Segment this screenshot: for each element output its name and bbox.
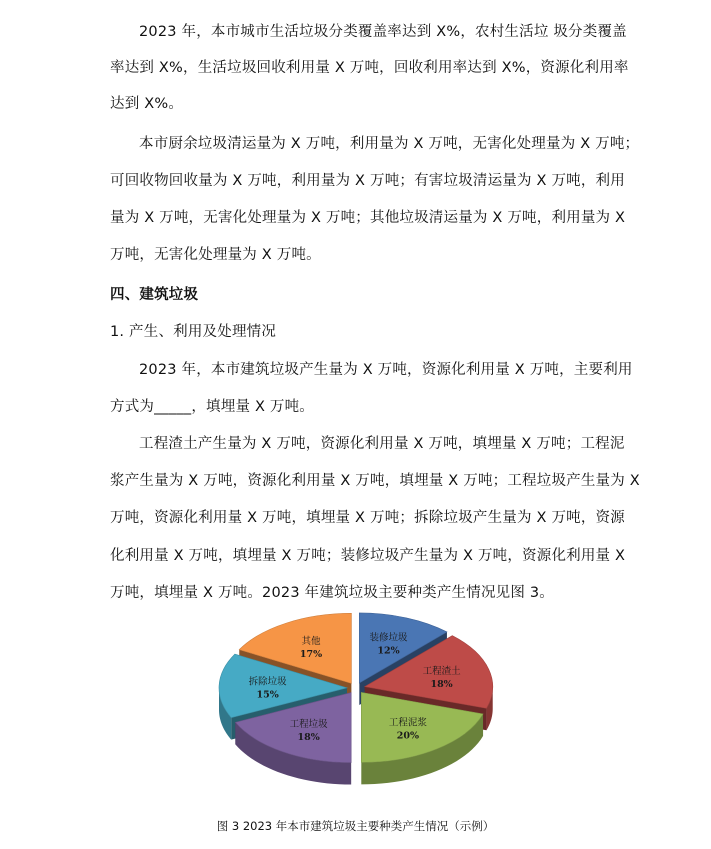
pie-value-其他: 17% [299,648,323,660]
paragraph-2-line-4: 万吨，无害化处理量为 X 万吨。 [110,247,321,263]
paragraph-1-line-2: 率达到 X%，生活垃圾回收利用量 X 万吨，回收利用率达到 X%，资源化利用率 [110,60,629,76]
pie-value-工程泥浆: 20% [396,730,420,742]
paragraph-4-line-4: 化利用量 X 万吨，填埋量 X 万吨；装修垃圾产生量为 X 万吨，资源化利用量 X [110,548,626,564]
paragraph-4-line-2: 浆产生量为 X 万吨，资源化利用量 X 万吨，填埋量 X 万吨；工程垃圾产生量为 X [110,473,640,489]
pie-value-装修垃圾: 12% [377,645,400,657]
paragraph-2-line-1: 本市厨余垃圾清运量为 X 万吨，利用量为 X 万吨，无害化处理量为 X 万吨； [139,136,640,152]
pie-label-装修垃圾: 装修垃圾 [369,632,408,644]
pie-value-工程渣土: 18% [430,678,453,690]
paragraph-4-line-5: 万吨，填埋量 X 万吨。2023 年建筑垃圾主要种类产生情况见图 3。 [110,585,554,601]
paragraph-3-line-1: 2023 年，本市建筑垃圾产生量为 X 万吨，资源化利用量 X 万吨，主要利用 [139,362,633,378]
pie-label-工程垃圾: 工程垃圾 [289,719,328,731]
pie-label-工程泥浆: 工程泥浆 [388,717,427,729]
pie-label-工程渣土: 工程渣土 [422,665,461,677]
pie-chart-svg [196,610,516,805]
subsection-heading: 1. 产生、利用及处理情况 [110,324,277,340]
paragraph-4-line-1: 工程渣土产生量为 X 万吨，资源化利用量 X 万吨，填埋量 X 万吨；工程泥 [139,436,625,452]
paragraph-3-line-2: 方式为_____，填埋量 X 万吨。 [110,399,315,415]
pie-value-拆除垃圾: 15% [256,689,279,701]
pie-label-其他: 其他 [301,635,321,647]
pie-value-工程垃圾: 18% [297,732,320,744]
pie-chart [196,610,516,805]
paragraph-4-line-3: 万吨，资源化利用量 X 万吨，填埋量 X 万吨；拆除垃圾产生量为 X 万吨，资源 [110,510,625,526]
paragraph-1-line-3: 达到 X%。 [110,96,184,112]
paragraph-2-line-3: 量为 X 万吨，无害化处理量为 X 万吨；其他垃圾清运量为 X 万吨，利用量为 X [110,210,626,226]
paragraph-1-line-1: 2023 年，本市城市生活垃圾分类覆盖率达到 X%，农村生活垃 圾分类覆盖 [139,24,627,40]
pie-label-拆除垃圾: 拆除垃圾 [248,676,287,688]
figure-caption: 图 3 2023 年本市建筑垃圾主要种类产生情况（示例） [216,819,495,833]
section-heading: 四、建筑垃圾 [110,287,199,303]
paragraph-2-line-2: 可回收物回收量为 X 万吨，利用量为 X 万吨；有害垃圾清运量为 X 万吨，利用 [110,173,625,189]
